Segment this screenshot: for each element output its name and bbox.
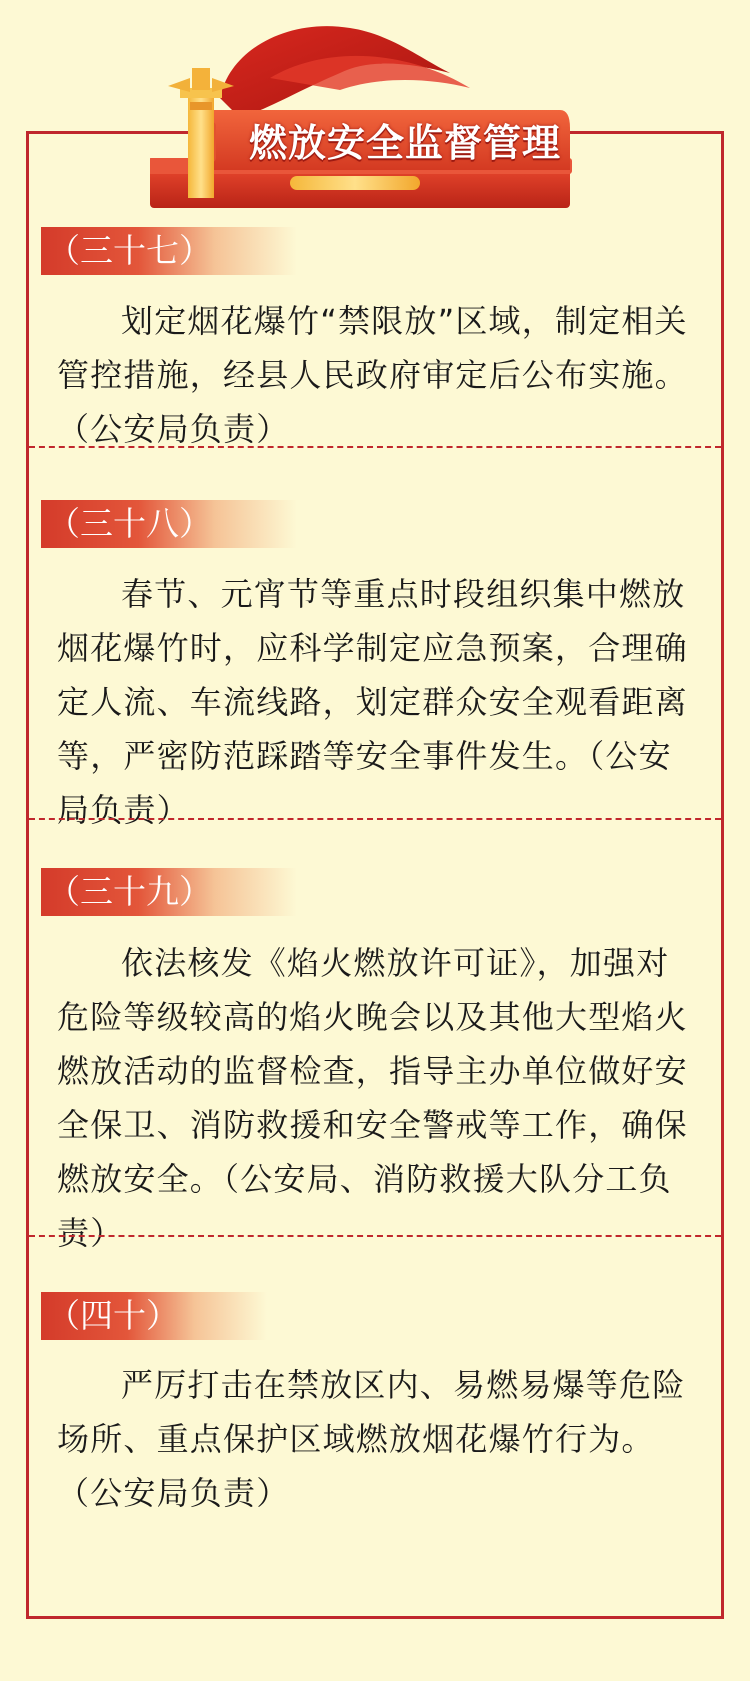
section-divider — [29, 818, 721, 820]
section-divider — [29, 446, 721, 448]
section-tag: （三十九） — [41, 868, 297, 916]
section-body: 春节、元宵节等重点时段组织集中燃放烟花爆竹时，应科学制定应急预案，合理确定人流、车流线路，划定群众安全观看距离等，严密防范踩踏等安全事件发生。（公安局负责） — [57, 575, 688, 829]
section-body: 严厉打击在禁放区内、易燃易爆等危险场所、重点保护区域燃放烟花爆竹行为。（公安局负责） — [57, 1366, 686, 1512]
section-body: 依法核发《焰火燃放许可证》，加强对危险等级较高的焰火晚会以及其他大型焰火燃放活动的监督检查，指导主办单位做好安全保卫、消防救援和安全警戒等工作，确保燃放安全。（公安局、消防救援大队分工负责） — [57, 944, 688, 1252]
banner-title: 燃放安全监督管理 — [248, 121, 561, 165]
section-tag: （三十八） — [41, 500, 297, 548]
title-banner — [150, 18, 605, 208]
banner-graphic — [150, 18, 605, 208]
section-divider — [29, 1235, 721, 1237]
section-tag: （三十七） — [41, 227, 297, 275]
section-tag: （四十） — [41, 1292, 267, 1340]
section-body: 划定烟花爆竹“禁限放”区域，制定相关管控措施，经县人民政府审定后公布实施。（公安局负责） — [57, 302, 688, 448]
